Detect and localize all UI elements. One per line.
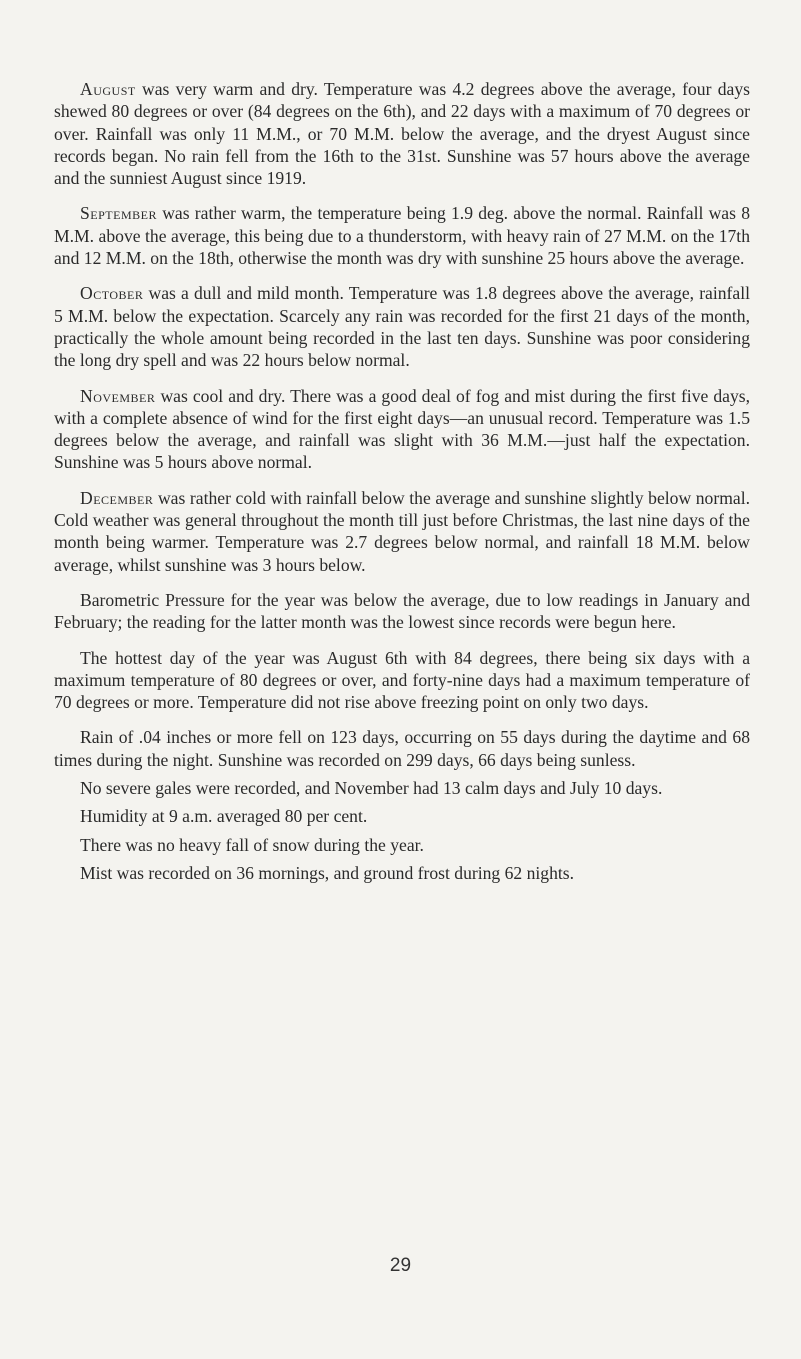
month-heading: October [80,283,144,304]
paragraph-text: was rather warm, the temperature being 1.9 deg. above the normal. Rainfall was 8 M.M. above the average, this being due to a thunderstorm, with heavy rain of 27 M.M. on the 17th and 12 M.M. on the 18th, otherwise the month was dry with sunshine 25 hours above the average. [54,203,750,269]
paragraph-text: No severe gales were recorded, and November had 13 calm days and July 10 days. [80,778,663,799]
month-heading: September [80,203,157,224]
paragraph-text: Rain of .04 inches or more fell on 123 days, occurring on 55 days during the daytime and 68 times during the night. Sunshine was recorded on 299 days, 66 days being sunless. [54,727,750,770]
page-number: 29 [389,1255,412,1276]
document-body [54,78,750,890]
paragraph-text: Barometric Pressure for the year was below the average, due to low readings in January and February; the reading for the latter month was the lowest since records were begun here. [54,589,750,633]
paragraph-text: was rather cold with rainfall below the average and sunshine slightly below normal. Cold weather was general throughout the month till just before Christmas, the last nine days of the month being warmer. Temperature was 2.7 degrees below normal, and rainfall 18 M.M. below average, whilst sunshine was 3 hours below. [54,487,750,575]
paragraph-text: The hottest day of the year was August 6th with 84 degrees, there being six days with a maximum temperature of 80 degrees or over, and forty-nine days had a maximum temperature of 70 degrees or more. Temperature did not rise above freezing point on only two days. [54,647,750,713]
paragraph-october [54,282,750,371]
month-heading: August [80,79,136,99]
paragraph-text: was a dull and mild month. Temperature was 1.8 degrees above the average, rainfall 5 M.M. below the expectation. Scarcely any rain was recorded for the first 21 days of the month, practically the whole amount being recorded in the last ten days. Sunshine was poor considering the long dry spell and was 22 hours below normal. [54,283,750,371]
paragraph-gales [54,777,750,799]
paragraph-text: There was no heavy fall of snow during the year. [80,834,424,855]
paragraph-november [54,385,750,474]
paragraph-august [54,78,750,189]
paragraph-text: was very warm and dry. Temperature was 4.2 degrees above the average, four days shewed 80 degrees or over (84 degrees on the 6th), and 22 days with a maximum of 70 degrees or over. Rainfall was only 11 M.M., or 70 M.M. below the average, and the dryest August since records began. No rain fell from the 16th to the 31st. Sunshine was 57 hours above the average and the sunniest August since 1919. [54,79,750,189]
paragraph-text: Humidity at 9 a.m. averaged 80 per cent. [80,806,368,827]
paragraph-text: Mist was recorded on 36 mornings, and ground frost during 62 nights. [80,862,575,883]
paragraph-hottest-day [54,647,750,714]
paragraph-mist-frost [54,862,750,884]
paragraph-rain-days [54,726,750,771]
paragraph-december [54,487,750,576]
month-heading: November [80,385,156,406]
month-heading: December [80,487,154,508]
paragraph-snow [54,834,750,856]
paragraph-text: was cool and dry. There was a good deal of fog and mist during the first five days, with a complete absence of wind for the first eight days—an unusual record. Temperature was 1.5 degrees below the average, and rainfall was slight with 36 M.M.—just half the expectation. Sunshine was 5 hours above normal. [54,385,750,473]
paragraph-barometric-pressure [54,589,750,634]
paragraph-humidity [54,805,750,827]
paragraph-september [54,202,750,269]
